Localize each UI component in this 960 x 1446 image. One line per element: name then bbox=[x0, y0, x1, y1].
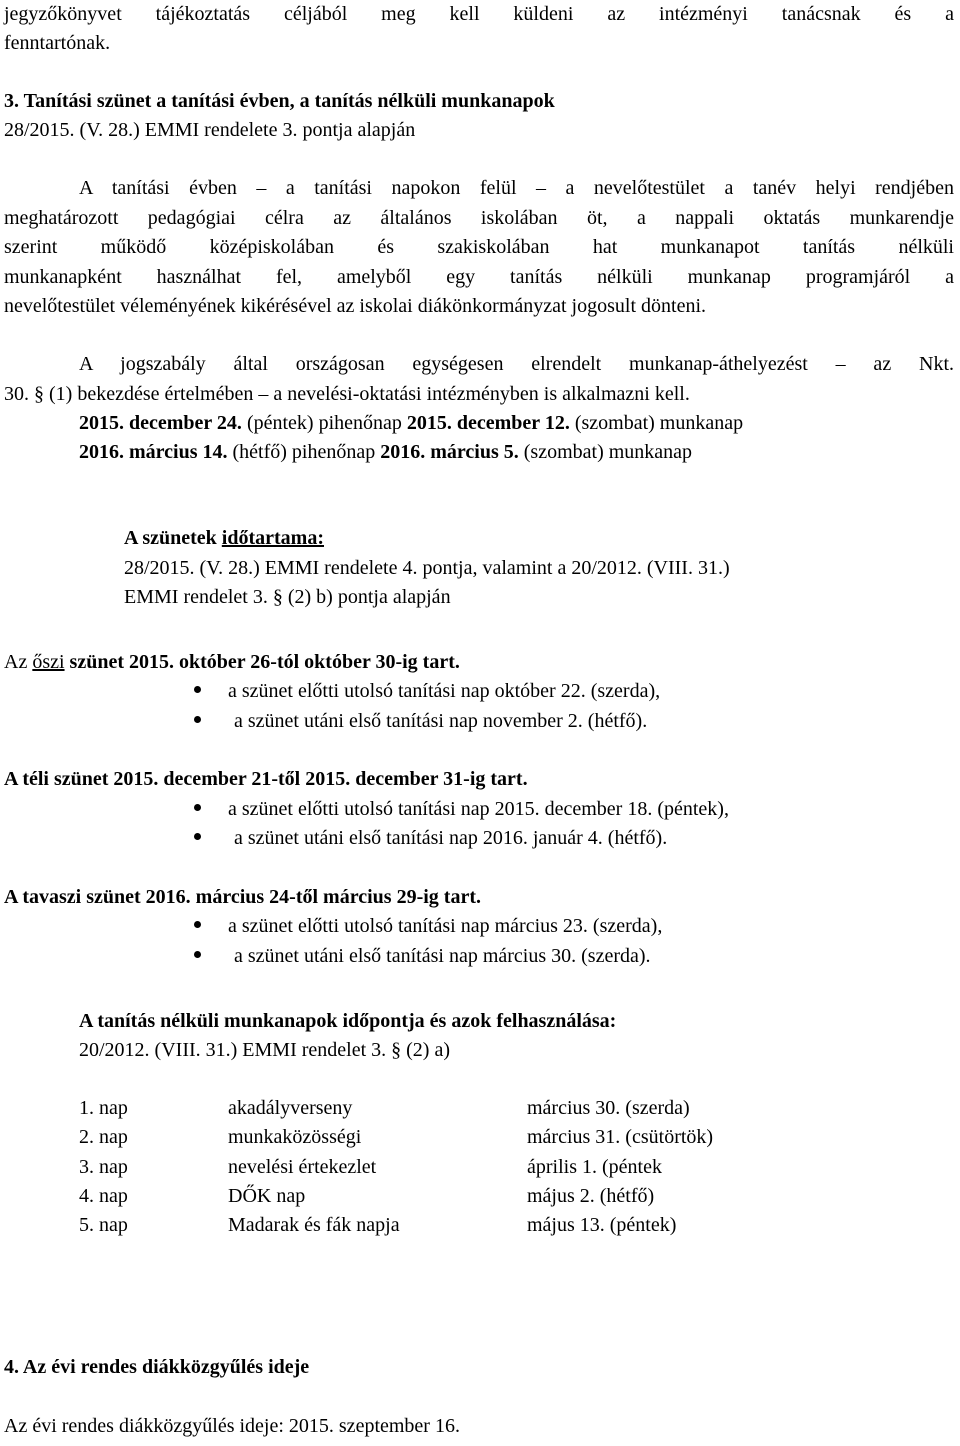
workday-event: DŐK nap bbox=[228, 1185, 306, 1207]
winter-first-school-day: a szünet utáni első tanítási nap 2016. január 4. (hétfő). bbox=[234, 827, 668, 849]
para1-line: munkanapként használhat fel, amelyből egy tanítás nélküli munkanap programjáról a bbox=[4, 266, 954, 288]
workday-date: március 31. (csütörtök) bbox=[527, 1126, 714, 1148]
workday-event: nevelési értekezlet bbox=[228, 1156, 377, 1178]
para2-line: A jogszabály által országosan egységesen elrendelt munkanap-áthelyezést – az Nkt. bbox=[79, 353, 954, 375]
workday-number: 4. nap bbox=[79, 1185, 128, 1207]
para1-line: nevelőtestület véleményének kikérésével az iskolai diákönkormányzat jogosult dönteni. bbox=[4, 295, 707, 317]
spring-break-title: A tavaszi szünet 2016. március 24-től március 29-ig tart. bbox=[4, 886, 481, 908]
breaks-reference-line-2: EMMI rendelet 3. § (2) b) pontja alapján bbox=[124, 586, 451, 608]
bullet-icon bbox=[194, 921, 201, 928]
spring-last-school-day: a szünet előtti utolsó tanítási nap március 23. (szerda), bbox=[228, 915, 663, 937]
workday-event: akadályverseny bbox=[228, 1097, 353, 1119]
intro-line-1: jegyzőkönyvet tájékoztatás céljából meg kell küldeni az intézményi tanácsnak és a bbox=[4, 3, 954, 25]
bullet-icon bbox=[194, 833, 201, 840]
workday-number: 2. nap bbox=[79, 1126, 128, 1148]
autumn-last-school-day: a szünet előtti utolsó tanítási nap október 22. (szerda), bbox=[228, 680, 661, 702]
workdays-heading: A tanítás nélküli munkanapok időpontja és azok felhasználása: bbox=[79, 1010, 617, 1032]
para1-line: szerint működő középiskolában és szakiskolában hat munkanapot tanítás nélküli bbox=[4, 236, 954, 258]
para1-line: A tanítási évben – a tanítási napokon felül – a nevelőtestület a tanév helyi rendjében bbox=[79, 177, 954, 199]
autumn-first-school-day: a szünet utáni első tanítási nap november 2. (hétfő). bbox=[234, 710, 648, 732]
spring-first-school-day: a szünet utáni első tanítási nap március 30. (szerda). bbox=[234, 945, 651, 967]
autumn-break-title: Az őszi szünet 2015. október 26-tól október 30-ig tart. bbox=[4, 651, 460, 673]
workday-number: 3. nap bbox=[79, 1156, 128, 1178]
para2-line: 30. § (1) bekezdése értelmében – a nevelési-oktatási intézményben is alkalmazni kell. bbox=[4, 383, 690, 405]
breaks-reference-line-1: 28/2015. (V. 28.) EMMI rendelete 4. pontja, valamint a 20/2012. (VIII. 31.) bbox=[124, 557, 730, 579]
workdays-reference: 20/2012. (VIII. 31.) EMMI rendelet 3. § (2) a) bbox=[79, 1039, 451, 1061]
breaks-heading: A szünetek időtartama: bbox=[124, 527, 324, 549]
winter-last-school-day: a szünet előtti utolsó tanítási nap 2015. december 18. (péntek), bbox=[228, 798, 729, 820]
bullet-icon bbox=[194, 716, 201, 723]
workday-event: Madarak és fák napja bbox=[228, 1214, 400, 1236]
section4-text: Az évi rendes diákközgyűlés ideje: 2015. szeptember 16. bbox=[4, 1415, 460, 1437]
intro-line-2: fenntartónak. bbox=[4, 32, 111, 54]
workday-number: 1. nap bbox=[79, 1097, 128, 1119]
bullet-icon bbox=[194, 951, 201, 958]
workday-date: május 13. (péntek) bbox=[527, 1214, 677, 1236]
workday-number: 5. nap bbox=[79, 1214, 128, 1236]
workday-event: munkaközösségi bbox=[228, 1126, 362, 1148]
section3-legal-reference: 28/2015. (V. 28.) EMMI rendelete 3. pontja alapján bbox=[4, 119, 416, 141]
section3-heading: 3. Tanítási szünet a tanítási évben, a tanítás nélküli munkanapok bbox=[4, 90, 555, 112]
bullet-icon bbox=[194, 686, 201, 693]
bullet-icon bbox=[194, 804, 201, 811]
workday-date: május 2. (hétfő) bbox=[527, 1185, 655, 1207]
workday-date: március 30. (szerda) bbox=[527, 1097, 690, 1119]
winter-break-title: A téli szünet 2015. december 21-től 2015. december 31-ig tart. bbox=[4, 768, 528, 790]
workday-swap-1: 2015. december 24. (péntek) pihenőnap 2015. december 12. (szombat) munkanap bbox=[79, 412, 744, 434]
section4-heading: 4. Az évi rendes diákközgyűlés ideje bbox=[4, 1356, 310, 1378]
workday-date: április 1. (péntek bbox=[527, 1156, 662, 1178]
para1-line: meghatározott pedagógiai célra az általános iskolában öt, a nappali oktatás munkarendje bbox=[4, 207, 954, 229]
workday-swap-2: 2016. március 14. (hétfő) pihenőnap 2016. március 5. (szombat) munkanap bbox=[79, 441, 693, 463]
